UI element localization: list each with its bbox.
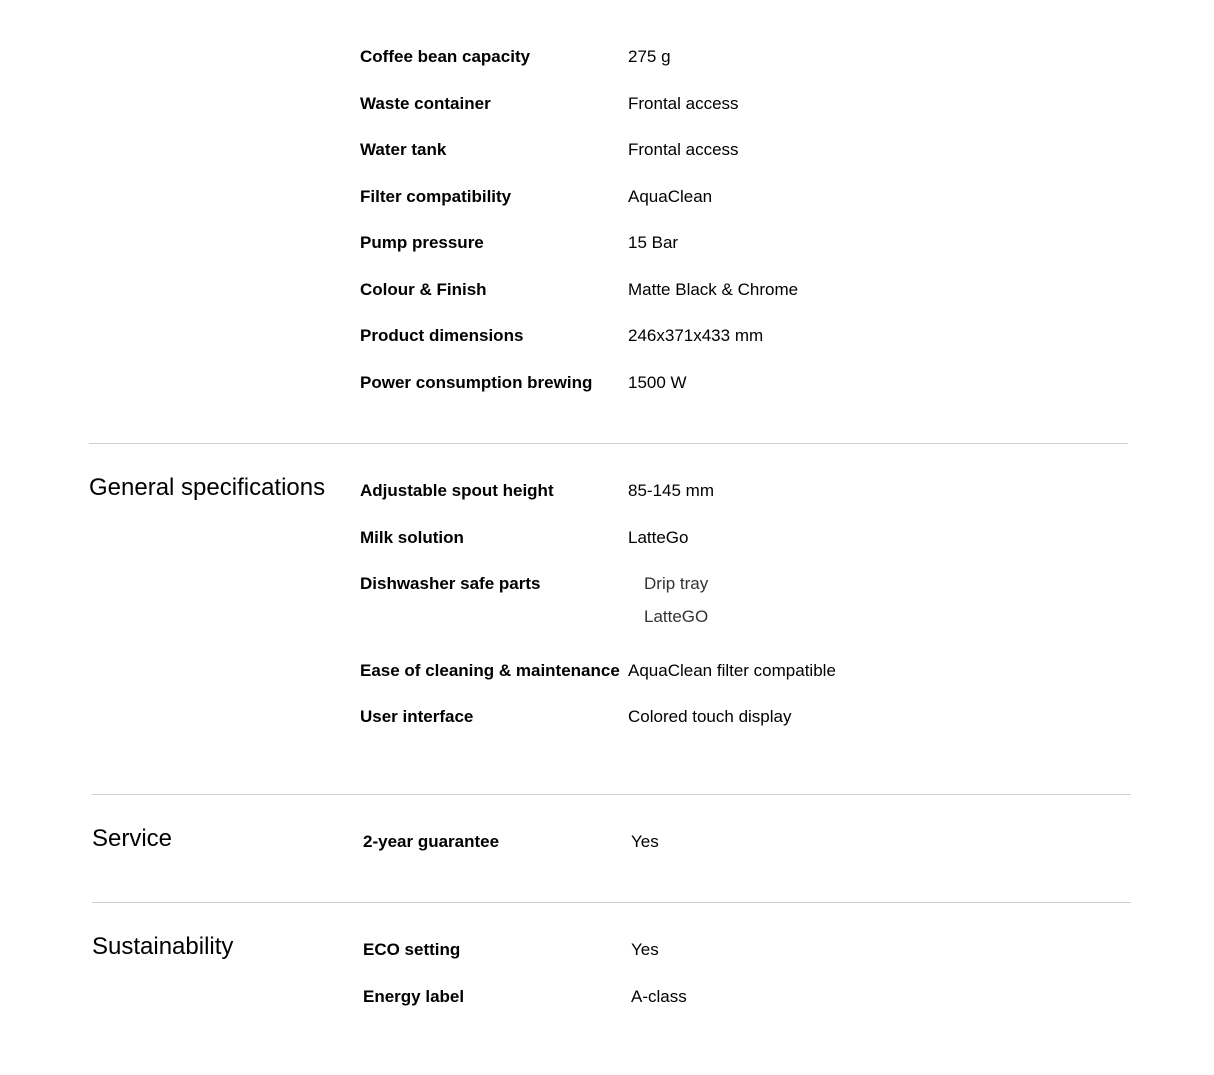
- spec-label: User interface: [360, 707, 474, 726]
- spec-value-list: [644, 573, 708, 639]
- spec-label: ECO setting: [363, 940, 461, 959]
- spec-value: Matte Black & Chrome: [628, 280, 799, 299]
- spec-row: [360, 660, 1160, 682]
- spec-row: [360, 279, 1160, 301]
- spec-row: [363, 986, 1163, 1008]
- spec-label: Coffee bean capacity: [360, 47, 531, 66]
- spec-value: LatteGo: [628, 528, 689, 547]
- spec-value: Yes: [631, 940, 659, 959]
- spec-label: Adjustable spout height: [360, 481, 554, 500]
- spec-value: A-class: [631, 987, 687, 1006]
- spec-row: [360, 325, 1160, 347]
- spec-label: Filter compatibility: [360, 187, 512, 206]
- spec-row: [360, 573, 1160, 633]
- spec-row: [363, 939, 1163, 961]
- spec-row: [363, 831, 1163, 853]
- spec-row: [360, 139, 1160, 161]
- spec-value: 15 Bar: [628, 233, 679, 252]
- spec-row: [360, 232, 1160, 254]
- section-divider: [89, 443, 1128, 444]
- spec-value: Frontal access: [628, 94, 739, 113]
- spec-label: Colour & Finish: [360, 280, 487, 299]
- list-item: LatteGO: [644, 607, 709, 626]
- spec-label: Pump pressure: [360, 233, 484, 252]
- spec-row: [360, 706, 1160, 728]
- spec-row: [360, 93, 1160, 115]
- spec-row: [360, 480, 1160, 502]
- section-title: Service: [92, 825, 173, 852]
- spec-label: Product dimensions: [360, 326, 524, 345]
- spec-label: Ease of cleaning & maintenance: [360, 661, 620, 680]
- spec-row: [360, 372, 1160, 394]
- spec-value: 275 g: [628, 47, 671, 66]
- spec-value: 1500 W: [628, 373, 687, 392]
- section-title: Sustainability: [92, 933, 234, 960]
- spec-label: Milk solution: [360, 528, 464, 547]
- spec-label: Water tank: [360, 140, 447, 159]
- spec-label: 2-year guarantee: [363, 832, 500, 851]
- spec-label: Waste container: [360, 94, 491, 113]
- spec-value: 85-145 mm: [628, 481, 714, 500]
- spec-label: Energy label: [363, 987, 465, 1006]
- spec-row: [360, 186, 1160, 208]
- spec-value: 246x371x433 mm: [628, 326, 764, 345]
- section-divider: [92, 794, 1131, 795]
- spec-value: Frontal access: [628, 140, 739, 159]
- spec-row: [360, 46, 1160, 68]
- spec-value: AquaClean: [628, 187, 713, 206]
- spec-label: Power consumption brewing: [360, 373, 593, 392]
- list-item: Drip tray: [644, 574, 709, 593]
- spec-value: Colored touch display: [628, 707, 792, 726]
- section-title: General specifications: [89, 474, 326, 501]
- spec-label: Dishwasher safe parts: [360, 574, 541, 593]
- spec-row: [360, 527, 1160, 549]
- spec-value: Yes: [631, 832, 659, 851]
- section-divider: [92, 902, 1131, 903]
- spec-value: AquaClean filter compatible: [628, 661, 836, 680]
